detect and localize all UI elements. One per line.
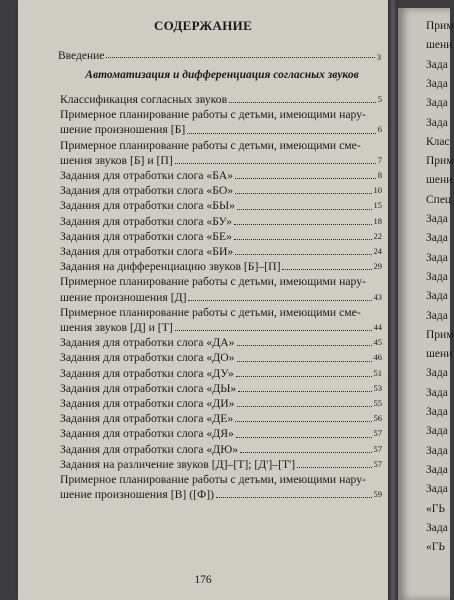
toc-entry bbox=[60, 214, 382, 229]
toc-entry-text: шение произношения [В] ([Ф]) bbox=[60, 488, 215, 502]
toc-entry bbox=[60, 92, 382, 107]
toc-entry bbox=[60, 229, 382, 244]
page-number: 176 bbox=[194, 574, 212, 586]
right-page-line: Зада bbox=[426, 77, 448, 90]
toc-dot-leader bbox=[234, 224, 372, 225]
toc-entry-page: 29 bbox=[373, 261, 382, 272]
toc-entry bbox=[60, 259, 382, 274]
right-page-line: Зада bbox=[426, 232, 448, 245]
right-page-line: Зада bbox=[426, 386, 448, 399]
toc-entry-text: Задания для отработки слога «ДЯ» bbox=[60, 427, 234, 441]
toc-intro-page: 3 bbox=[376, 52, 381, 62]
toc-entry bbox=[60, 472, 382, 502]
toc-entry-page: 22 bbox=[373, 230, 382, 241]
toc-dot-leader bbox=[175, 330, 372, 331]
toc-entry-text: Задания на дифференциацию звуков [Б]–[П] bbox=[60, 260, 281, 274]
toc-entry bbox=[60, 198, 382, 213]
toc-entry-text: Задания для отработки слога «БА» bbox=[60, 169, 234, 183]
right-page-line: «ГЬ bbox=[426, 502, 446, 515]
toc-entry-page: 46 bbox=[373, 352, 382, 363]
toc-intro-entry bbox=[58, 50, 381, 62]
toc-entry bbox=[60, 426, 382, 441]
toc-dot-leader bbox=[187, 133, 376, 134]
toc-entry-text: Задания на различение звуков [Д]–[Т]; [Д']–[Т'] bbox=[60, 457, 296, 471]
toc-entry-text: Задания для отработки слога «ДИ» bbox=[60, 397, 235, 411]
right-page-line: шени bbox=[426, 39, 453, 52]
toc-entry bbox=[60, 244, 382, 259]
right-page-line: «ГЬ bbox=[426, 541, 446, 554]
right-page-line: Зада bbox=[426, 483, 448, 496]
toc-entry bbox=[60, 305, 382, 335]
right-page-line: Зада bbox=[426, 463, 448, 476]
toc-entry bbox=[60, 335, 382, 350]
toc-entry-page: 57 bbox=[373, 458, 382, 469]
toc-entry-page: 10 bbox=[373, 185, 382, 196]
toc-dot-leader bbox=[237, 209, 372, 210]
toc-entry-text: Примерное планирование работы с детьми, имеющими нару- bbox=[60, 275, 366, 289]
right-page-line: Зада bbox=[426, 58, 448, 71]
toc-dot-leader bbox=[235, 254, 371, 255]
right-page-line: Зада bbox=[426, 425, 448, 438]
right-page-line: Зада bbox=[426, 97, 448, 110]
toc-entry bbox=[60, 396, 382, 411]
section-heading: Автоматизация и дифференциация согласных звуков bbox=[85, 69, 359, 81]
right-page-line: Прим bbox=[426, 20, 454, 32]
toc-entry-page: 44 bbox=[373, 322, 382, 333]
toc-entry bbox=[60, 183, 382, 198]
toc-dot-leader bbox=[175, 163, 376, 164]
toc-dot-leader bbox=[188, 300, 371, 301]
toc-dot-leader bbox=[237, 345, 372, 346]
toc-entry-page: 6 bbox=[377, 124, 382, 135]
right-page-line: Зада bbox=[426, 270, 448, 283]
toc-entry bbox=[60, 411, 382, 426]
toc-dot-leader bbox=[237, 361, 372, 362]
toc-entry-page: 59 bbox=[373, 489, 382, 500]
toc-entry bbox=[60, 107, 382, 137]
right-page-line: Зада bbox=[426, 251, 448, 264]
toc-entry-page: 18 bbox=[373, 215, 382, 226]
toc-entry-page: 15 bbox=[373, 200, 382, 211]
right-page-line: Зада bbox=[426, 290, 448, 303]
toc-dot-leader bbox=[235, 193, 371, 194]
right-page-line: Прим bbox=[426, 328, 454, 341]
toc-entry-text: Задания для отработки слога «БИ» bbox=[60, 245, 234, 259]
toc-entry bbox=[60, 442, 382, 457]
right-page-line: Клас bbox=[426, 135, 450, 148]
toc-entry-text: Задания для отработки слога «ДЫ» bbox=[60, 381, 237, 395]
toc-dot-leader bbox=[236, 376, 372, 377]
right-page-line: шени bbox=[426, 348, 453, 361]
book-gutter bbox=[388, 0, 398, 600]
toc-dot-leader bbox=[235, 178, 376, 179]
toc-entry-page: 57 bbox=[373, 443, 382, 454]
toc-dot-leader bbox=[234, 239, 372, 240]
toc-intro-text: Введение bbox=[58, 50, 105, 62]
toc-entry-text: Примерное планирование работы с детьми, имеющими сме- bbox=[60, 305, 361, 319]
toc-entry-text: Задания для отработки слога «ДО» bbox=[60, 351, 235, 365]
toc-entry-page: 24 bbox=[373, 246, 382, 257]
toc-dot-leader bbox=[282, 269, 371, 270]
right-page-line: Зада bbox=[426, 521, 448, 534]
right-page-line: Зада bbox=[426, 213, 448, 225]
toc-entry bbox=[60, 350, 382, 365]
right-page-fragment bbox=[398, 8, 454, 600]
toc-dot-leader bbox=[238, 391, 371, 392]
toc-entry-page: 8 bbox=[377, 170, 382, 181]
right-page-line: шени bbox=[426, 174, 453, 187]
toc-dot-leader bbox=[106, 57, 374, 58]
toc-entry-text: шения звуков [Д] и [Т] bbox=[60, 321, 173, 335]
toc-dot-leader bbox=[229, 102, 376, 103]
toc-entry-text: Примерное планирование работы с детьми, имеющими нару- bbox=[60, 108, 366, 122]
right-page-line: Зада bbox=[426, 309, 448, 322]
toc-entry-text: Классификация согласных звуков bbox=[60, 93, 228, 106]
toc-dot-leader bbox=[235, 421, 371, 422]
toc-dot-leader bbox=[297, 467, 371, 468]
page-title: СОДЕРЖАНИЕ bbox=[153, 18, 253, 33]
toc-entry-text: Задания для отработки слога «ДЮ» bbox=[60, 442, 239, 456]
toc-dot-leader bbox=[236, 437, 372, 438]
toc-dot-leader bbox=[240, 452, 371, 453]
toc-entry-text: Задания для отработки слога «БЫ» bbox=[60, 199, 235, 213]
toc-dot-leader bbox=[216, 497, 371, 498]
toc-entry bbox=[60, 457, 382, 472]
right-page-line: Спец bbox=[426, 193, 452, 206]
toc-entry-page: 7 bbox=[377, 154, 382, 165]
toc-entry bbox=[60, 138, 382, 168]
toc-entry-text: Задания для отработки слога «ДА» bbox=[60, 336, 235, 350]
toc-entry-text: Задания для отработки слога «БУ» bbox=[60, 214, 232, 228]
toc-entry-text: шения звуков [Б] и [П] bbox=[60, 153, 173, 167]
right-page-line: Зада bbox=[426, 116, 448, 129]
right-page-line: Зада bbox=[426, 367, 448, 380]
toc-entry-text: Задания для отработки слога «БО» bbox=[60, 184, 234, 198]
right-page-line: Зада bbox=[426, 444, 448, 457]
toc-entry bbox=[60, 168, 382, 183]
toc-entry-text: шение произношения [Д] bbox=[60, 290, 187, 304]
toc-dot-leader bbox=[237, 406, 372, 407]
right-page-line: Зада bbox=[426, 406, 448, 418]
toc-entry-text: шение произношения [Б] bbox=[60, 123, 186, 137]
toc-entry-text: Задания для отработки слога «БЕ» bbox=[60, 229, 232, 243]
toc-entry-text: Примерное планирование работы с детьми, имеющими нару- bbox=[60, 473, 366, 487]
toc-entry-page: 45 bbox=[373, 337, 382, 348]
toc-entry-page: 53 bbox=[373, 382, 382, 393]
right-page-line: Прим bbox=[426, 155, 454, 168]
toc-entry-page: 57 bbox=[373, 428, 382, 439]
toc-entry-text: Задания для отработки слога «ДУ» bbox=[60, 366, 234, 380]
book-page bbox=[18, 0, 388, 600]
toc-entry-page: 43 bbox=[373, 291, 382, 302]
toc-entry-page: 55 bbox=[373, 398, 382, 409]
toc-entry-text: Примерное планирование работы с детьми, имеющими сме- bbox=[60, 138, 361, 152]
toc-entry bbox=[60, 366, 382, 381]
toc-entry bbox=[60, 381, 382, 396]
toc-entry-page: 51 bbox=[373, 367, 382, 378]
toc-entry bbox=[60, 274, 382, 304]
toc-entry-text: Задания для отработки слога «ДЕ» bbox=[60, 412, 234, 426]
toc-list bbox=[60, 92, 382, 502]
toc-entry-page: 5 bbox=[377, 94, 382, 104]
toc-entry-page: 56 bbox=[373, 413, 382, 424]
